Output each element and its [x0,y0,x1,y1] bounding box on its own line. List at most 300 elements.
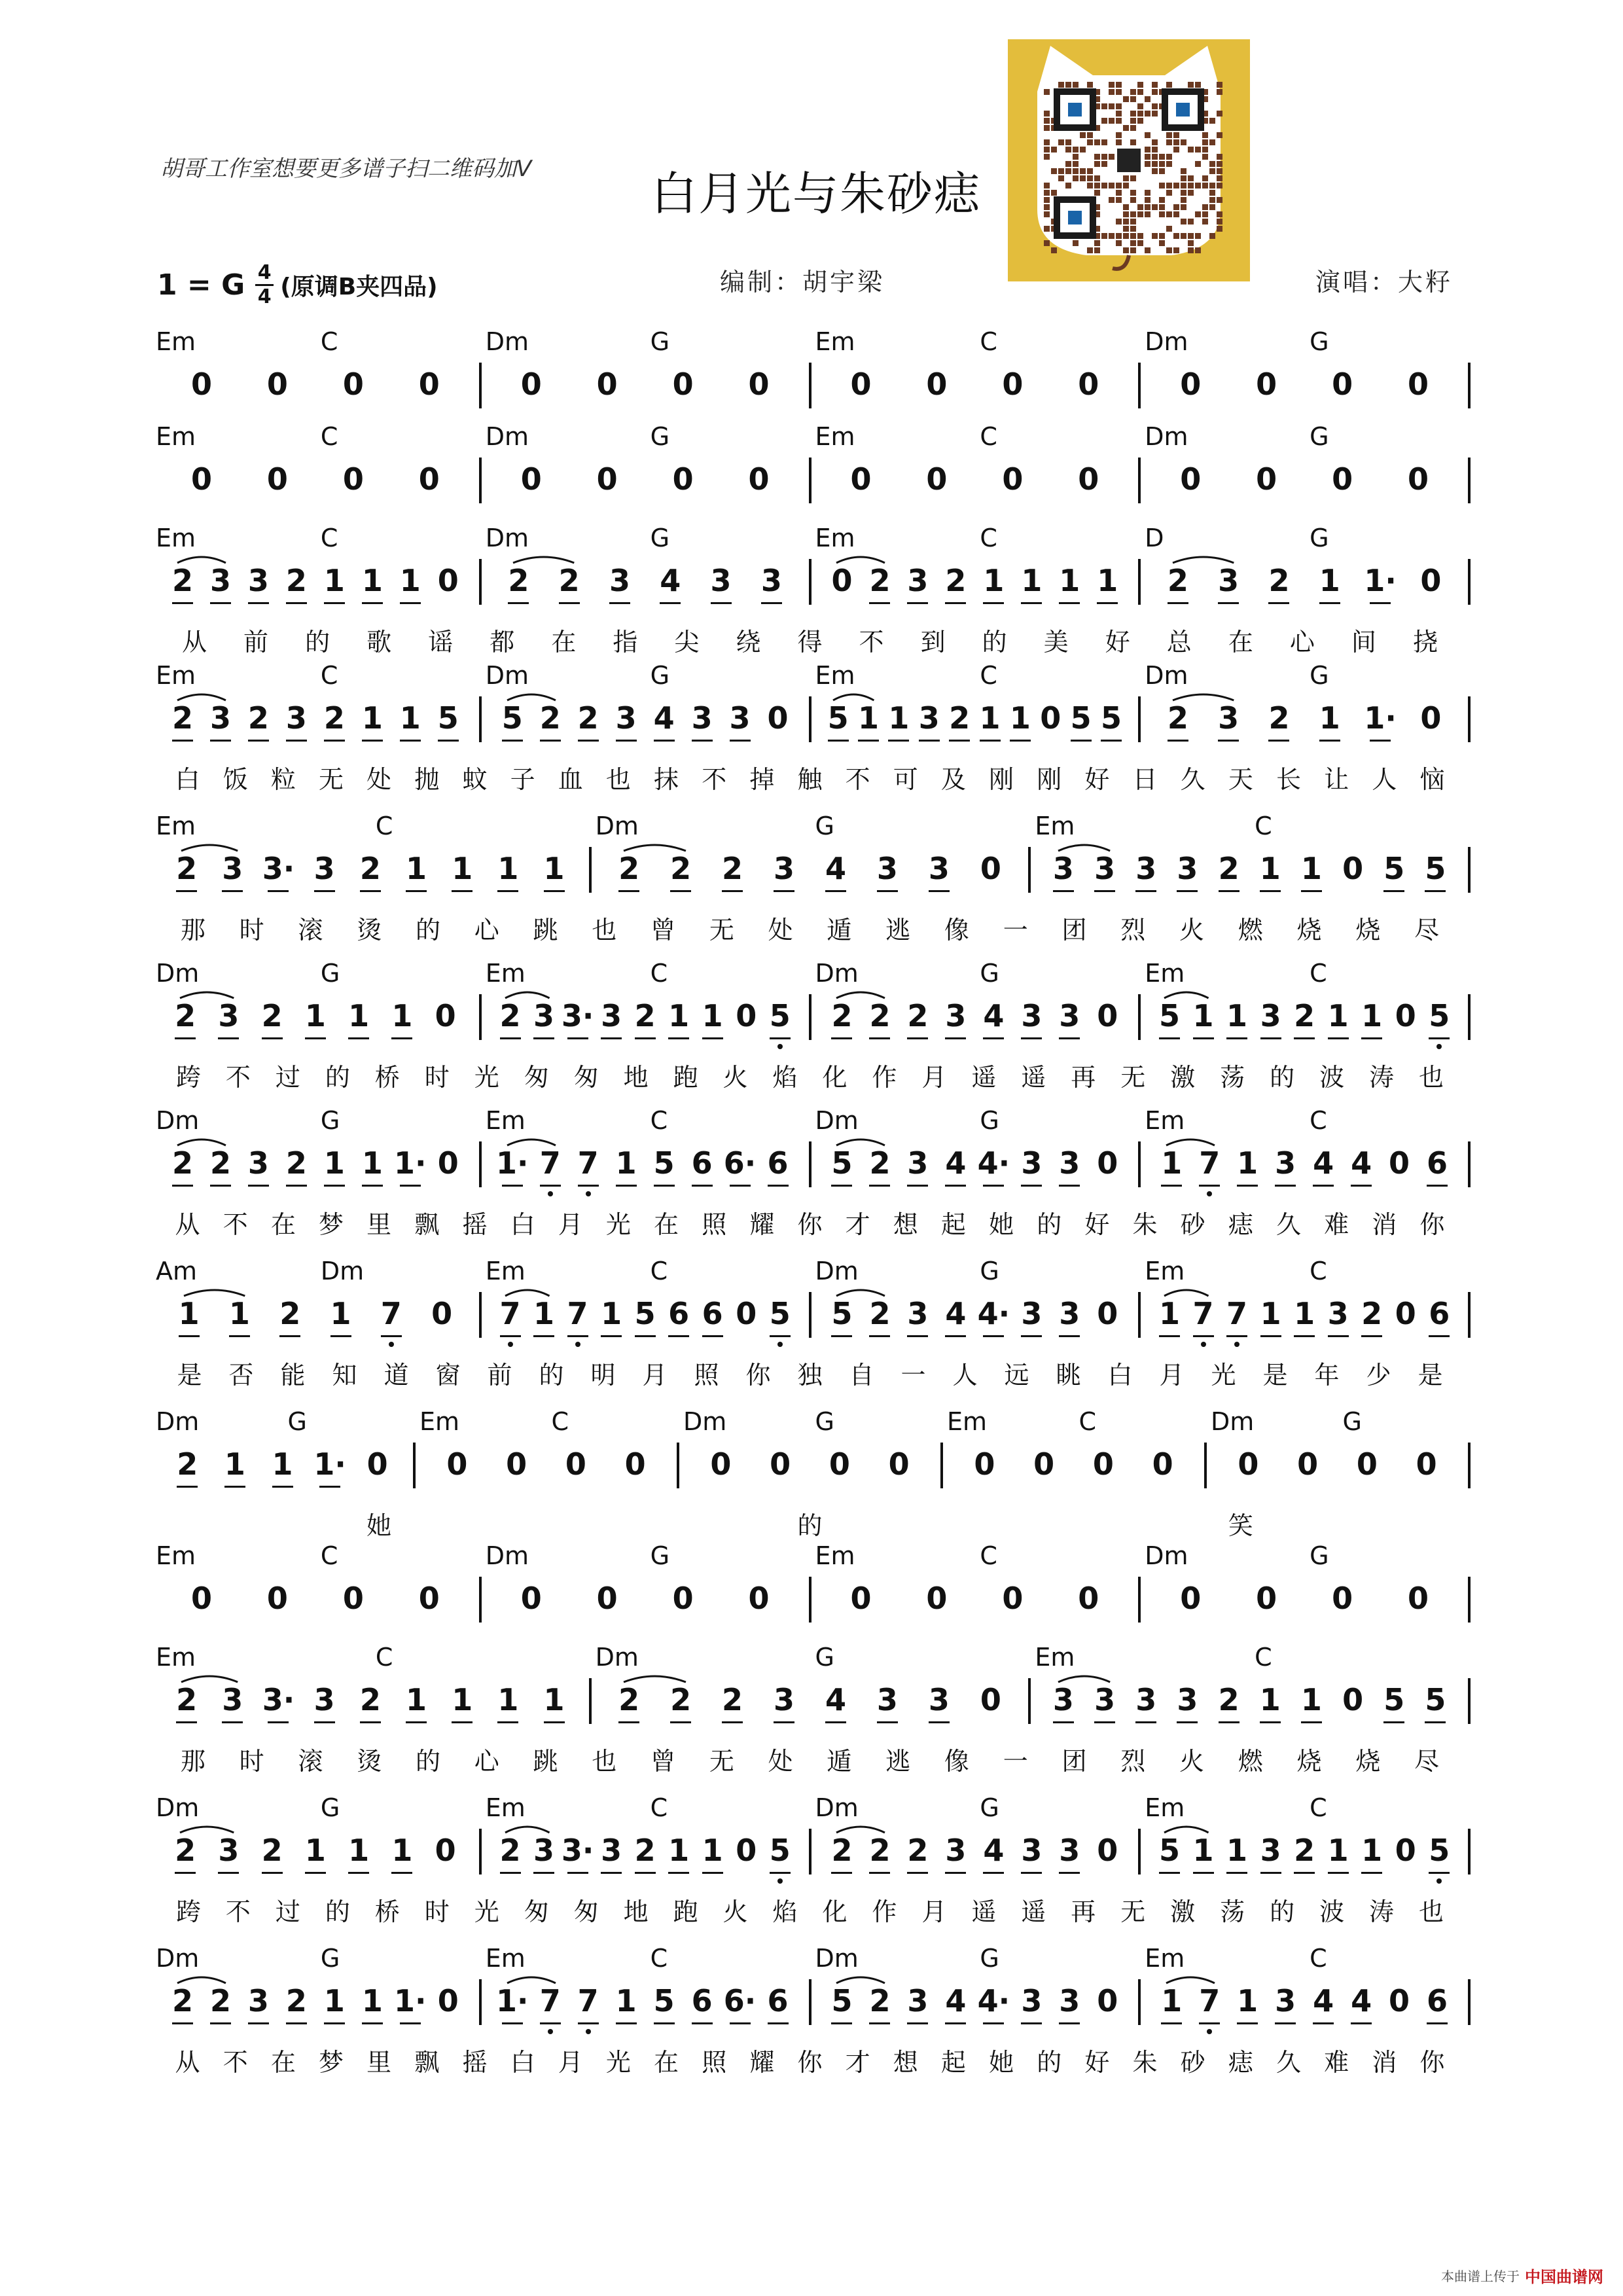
time-bottom: 4 [257,285,272,308]
beam-underline [391,1872,412,1874]
note: 3 [218,1833,240,1868]
lyric-char: 照 [694,1361,719,1390]
note: 1 [858,700,880,736]
note: 2 [209,1145,231,1181]
qr-module [1181,190,1186,196]
qr-module [1101,139,1107,145]
lyric-char: 处 [768,916,793,944]
slur-arc [176,1134,227,1147]
note: 0 [190,461,212,497]
note: 0 [1389,1983,1410,2018]
chord-symbol: C [1310,959,1327,988]
chord-symbol: Em [1035,1643,1075,1672]
beam-underline [730,2022,751,2024]
note: 3 [1021,998,1043,1033]
beam-underline [618,890,639,892]
qr-module [1145,154,1150,160]
qr-module [1130,111,1136,117]
note: 3 [760,563,782,598]
beam-underline [406,890,427,892]
lyric-char: 火 [722,1063,748,1092]
qr-module [1152,204,1158,210]
lyric-char: 遁 [827,1747,852,1776]
qr-module [1173,183,1179,188]
note: 7 [380,1296,402,1331]
lyric-char: 起 [940,2048,966,2077]
singer: 演唱：大籽 [1315,268,1454,296]
note: 1 [406,1682,427,1717]
beam-underline [919,740,940,742]
qr-module [1217,183,1222,188]
qr-module [1217,89,1222,95]
beam-underline [1328,1037,1349,1039]
note: 4 [825,851,846,886]
note: 3 [247,563,269,598]
qr-module [1101,183,1107,188]
barline [479,1292,482,1338]
qr-module [1145,161,1150,167]
lyric-char: 飘 [414,1210,440,1239]
lyric-char: 光 [474,1897,499,1926]
qr-module [1188,219,1194,224]
chord-symbol: C [1310,1944,1327,1973]
qr-module [1137,111,1143,117]
barline [413,1443,416,1488]
note: 1 [1226,1833,1248,1868]
qr-module [1166,211,1172,217]
note: 2 [1294,1833,1315,1868]
low-octave-dot [586,2029,591,2034]
slur-arc [1171,689,1235,702]
beam-underline [1219,890,1240,892]
qr-module [1116,103,1122,109]
lyric-char: 朱 [1132,1210,1158,1239]
beam-underline [272,1486,293,1488]
beam-underline [362,1185,383,1187]
barline [479,1829,482,1874]
beam-underline [175,1037,196,1039]
chord-symbol: C [1310,1793,1327,1822]
note: 0 [926,1581,948,1616]
beam-underline [175,1872,196,1874]
beam-underline [210,1185,231,1187]
note: 2 [177,1446,198,1482]
lyric-char: 抛 [414,765,440,794]
qr-module [1217,175,1222,181]
chord-symbol: Em [419,1407,460,1436]
beam-underline [319,1486,340,1488]
note: 1 [601,1296,622,1331]
note: 0 [1395,1296,1416,1331]
lyric-char: 地 [623,1063,649,1092]
lyric-char: 遥 [1021,1063,1046,1092]
beam-underline [929,1721,950,1723]
note: 0 [446,1446,468,1482]
qr-module [1130,139,1136,145]
note: 6 [767,1983,789,2018]
note: 3 [710,563,732,598]
beam-underline [222,1721,243,1723]
qr-module [1159,233,1165,239]
qr-module [1130,175,1136,181]
qr-module [1109,103,1115,109]
note: 3 [1059,1833,1080,1868]
note: 2 [176,851,198,886]
lyric-char: 的 [1037,1210,1062,1239]
qr-module [1202,139,1208,145]
note: 0 [1342,1682,1364,1717]
chord-symbol: Em [156,812,196,840]
lyric-char: 远 [1004,1361,1029,1390]
note: 0 [980,1682,1001,1717]
note: 4 [1313,1983,1334,2018]
qr-module [1116,233,1122,239]
chord-symbol: Em [156,1643,196,1672]
qr-module [1044,139,1050,145]
lyric-char: 消 [1372,2048,1397,2077]
beam-underline [670,890,691,892]
note: 3 [1052,851,1074,886]
key-signature [157,255,438,314]
beam-underline [869,1335,890,1337]
lyric-char: 是 [1262,1361,1288,1390]
note: 1 [391,998,413,1033]
beam-underline [983,602,1004,604]
lyric-char: 光 [605,1210,631,1239]
lyric-char: 烧 [1355,1747,1381,1776]
beam-underline [1361,1872,1382,1874]
note: 1 [1259,851,1281,886]
qr-module [1202,204,1208,210]
qr-module [1094,183,1100,188]
slur-arc [176,689,227,702]
chord-symbol: C [650,1944,668,1973]
qr-module [1058,139,1064,145]
lyric-char: 滚 [298,916,323,944]
lyric-char: 梦 [319,1210,344,1239]
beam-underline [888,740,909,742]
lyric-char: 烧 [1296,1747,1322,1776]
beam-underline [348,1872,369,1874]
lyric-char: 时 [239,1747,264,1776]
note: 0 [1416,1446,1437,1482]
note: 0 [1097,1983,1118,2018]
beam-underline [877,1721,898,1723]
qr-module [1188,233,1194,239]
slur-arc [1171,551,1235,564]
lyric-char: 从 [175,1210,200,1239]
note: 1 [1327,998,1349,1033]
note: 0 [1097,1145,1118,1181]
lyric-char: 的 [415,916,440,944]
lyric-char: 月 [558,2048,583,2077]
qr-module [1051,147,1057,152]
lyric-char: 不 [223,1210,248,1239]
beam-underline [567,1335,588,1337]
barline [1138,363,1141,408]
barline [1138,457,1141,503]
note: 3 [1059,1296,1080,1331]
note: 5 [1425,1682,1446,1717]
beam-underline [877,890,898,892]
note: 5 [653,1983,675,2018]
note: 0 [1408,461,1429,497]
chord-symbol: C [375,1643,393,1672]
chord-symbol: G [815,1407,834,1436]
lyric-char: 绕 [736,628,761,656]
slur-arc [506,1134,557,1147]
beam-underline [222,890,243,892]
chord-symbol: G [980,1257,999,1285]
beam-underline [1010,740,1031,742]
chord-symbol: C [1255,812,1272,840]
note: 7 [567,1296,588,1331]
barline [589,847,592,893]
qr-module [1044,240,1050,246]
beam-underline [929,890,950,892]
lyric-char: 道 [383,1361,409,1390]
chord-symbol: Dm [485,1541,529,1570]
beam-underline [907,2022,928,2024]
chord-symbol: G [650,422,670,451]
note: 2 [323,700,345,736]
qr-module [1137,211,1143,217]
lyric-char: 像 [944,916,969,944]
barline [1468,847,1471,893]
lyric-char: 挠 [1412,628,1438,656]
note: 1 [399,700,421,736]
beam-underline [730,1185,751,1187]
beam-underline [1101,740,1122,742]
slur-arc [179,1821,235,1834]
beam-underline [616,2022,637,2024]
beam-underline [774,1721,794,1723]
note: 2 [261,1833,283,1868]
qr-module [1209,197,1215,203]
note: 2 [176,1682,198,1717]
qr-module [1209,168,1215,174]
slur-arc [1165,1971,1216,1984]
qr-module [1101,161,1107,167]
lyric-char: 砂 [1180,1210,1205,1239]
beam-underline [825,890,846,892]
barline [1138,559,1141,605]
note: 0 [926,367,948,402]
lyric-char: 光 [474,1063,499,1092]
qr-module [1116,132,1122,138]
note: 6 [1427,1145,1448,1181]
barline [479,696,482,742]
site-brand[interactable]: 中国曲谱网 [1525,2268,1603,2286]
qr-module [1116,197,1122,203]
lyric-char: 抹 [654,765,679,794]
beam-underline [1260,1037,1281,1039]
qr-module [1159,183,1165,188]
note: 1 [1300,851,1322,886]
score-system [0,1944,1623,2075]
slur-arc [622,1670,687,1683]
note: 4 [660,563,681,598]
note: 1 [406,851,427,886]
beam-underline [1021,2022,1042,2024]
chord-symbol: D [1145,524,1164,552]
lyric-char: 在 [551,628,577,656]
beam-underline [497,890,518,892]
qr-module [1159,154,1165,160]
qr-module [1123,219,1129,224]
lyric-char: 时 [424,1897,450,1926]
beam-underline [268,890,289,892]
chord-symbol: Dm [815,959,859,988]
note: 2 [722,1682,743,1717]
chord-symbol: C [980,422,997,451]
beam-underline [654,740,675,742]
beam-underline [1237,1185,1258,1187]
note: 1 [702,1833,723,1868]
chord-symbol: C [375,812,393,840]
beam-underline [1226,1037,1247,1039]
qr-module [1145,132,1150,138]
qr-module [1152,233,1158,239]
lyric-char: 不 [225,1897,251,1926]
note: 7 [1199,1145,1221,1181]
lyric-char: 耀 [749,2048,775,2077]
note: 5 [653,1145,675,1181]
qr-module [1101,118,1107,124]
chord-symbol: G [980,959,999,988]
qr-code[interactable] [1008,39,1250,281]
arranger: 编制：胡宇梁 [720,268,885,296]
note: 3 [1094,851,1116,886]
lyric-char: 尽 [1414,916,1440,944]
note: 0 [1297,1446,1319,1482]
qr-module [1173,247,1179,253]
note: 6 [691,1983,713,2018]
qr-module [1195,147,1201,152]
lyric-char: 指 [613,628,638,656]
qr-module [1152,168,1158,174]
qr-module [1051,190,1057,196]
slur-arc [506,1971,557,1984]
lyric-char: 白 [175,765,200,794]
note: 3 [1275,1983,1296,2018]
beam-underline [869,2022,890,2024]
beam-underline [1425,1721,1446,1723]
qr-module [1109,197,1115,203]
chord-symbol: Em [485,1257,526,1285]
beam-underline [1177,1721,1198,1723]
slur-arc [835,1134,886,1147]
beam-underline [1427,1185,1448,1187]
qr-module [1130,96,1136,102]
qr-module [1145,211,1150,217]
beam-underline [172,740,193,742]
lyric-char: 朱 [1132,2048,1158,2077]
score-system [0,1643,1623,1774]
beam-underline [1361,1037,1382,1039]
beam-underline [179,1335,200,1337]
upload-text: 本曲谱上传于 [1441,2269,1520,2284]
note: 2 [499,998,521,1033]
beam-underline [1159,1872,1180,1874]
note: 5 [831,1145,853,1181]
note: 0 [520,367,542,402]
lyric-char: 化 [822,1063,847,1092]
chord-symbol: Em [156,422,196,451]
lyric-char: 月 [1159,1361,1185,1390]
beam-underline [654,2022,675,2024]
qr-module [1181,233,1186,239]
qr-module [1101,233,1107,239]
note: 2 [1167,563,1188,598]
barline [1138,994,1141,1040]
beam-underline [544,1721,565,1723]
beam-underline [654,1185,675,1187]
note: 0 [1097,1833,1118,1868]
note: 3 [1135,851,1157,886]
barline [809,363,812,408]
chord-symbol: G [980,1106,999,1135]
note: 3 [218,998,240,1033]
lyric-char: 跑 [673,1063,698,1092]
qr-module [1152,161,1158,167]
qr-module [1123,175,1129,181]
beam-underline [1219,1721,1240,1723]
note: 1 [330,1296,351,1331]
qr-module [1073,82,1079,88]
note: 5 [437,700,459,736]
barline [809,1577,812,1623]
chord-symbol: C [1255,1643,1272,1672]
note: 2 [171,1145,193,1181]
chord-symbol: G [980,1944,999,1973]
slur-arc [1163,986,1210,999]
lyric-char: 白 [510,1210,535,1239]
note: 0 [1256,367,1277,402]
note: 3 [1135,1682,1157,1717]
qr-module [1181,204,1186,210]
note: 1 [1158,1296,1181,1331]
beam-underline [172,602,193,604]
qr-module [1116,183,1122,188]
qr-module [1130,118,1136,124]
note: 7 [577,1145,599,1181]
qr-module [1073,240,1079,246]
score-system [0,1257,1623,1388]
chord-symbol: C [980,1541,997,1570]
chord-symbol: Dm [1145,327,1188,356]
slur-arc [835,1821,886,1834]
beam-underline [1199,1185,1220,1187]
beam-underline [692,2022,713,2024]
lyric-char: 在 [654,2048,679,2077]
chord-symbol: C [1310,1106,1327,1135]
qr-module [1145,190,1150,196]
qr-module [1058,175,1064,181]
note: 1 [497,1682,519,1717]
note: 3 [928,1682,950,1717]
qr-module [1152,82,1158,88]
beam-underline [324,602,345,604]
beam-underline [1361,1335,1382,1337]
note: 6· [723,1983,757,2018]
qr-module [1195,247,1201,253]
lyric-char: 少 [1366,1361,1391,1390]
note: 3 [918,700,940,736]
low-octave-dot [389,1342,394,1347]
qr-module [1130,211,1136,217]
slur-arc [504,1821,551,1834]
